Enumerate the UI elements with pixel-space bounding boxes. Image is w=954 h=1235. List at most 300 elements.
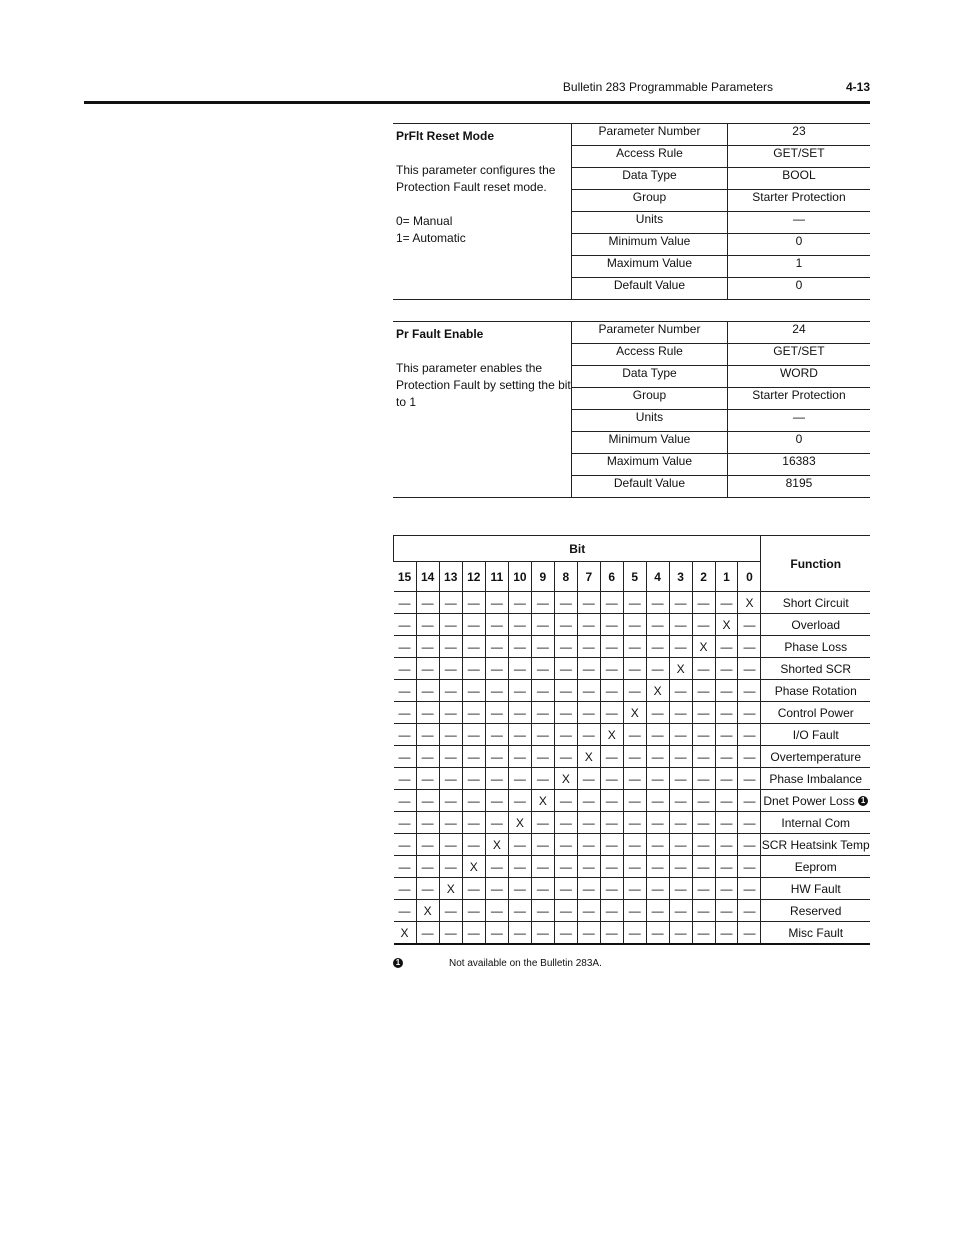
bit-cell: —	[485, 592, 508, 614]
bit-cell: —	[485, 900, 508, 922]
bit-number: 11	[485, 562, 508, 592]
bit-cell: —	[508, 768, 531, 790]
bit-cell: —	[600, 746, 623, 768]
bit-cell: —	[485, 812, 508, 834]
bit-cell: —	[554, 856, 577, 878]
bit-cell: —	[439, 746, 462, 768]
bit-cell: X	[485, 834, 508, 856]
param-attr-value: —	[727, 410, 870, 432]
param-block-pr-fault-enable	[393, 321, 870, 498]
bit-cell: —	[738, 636, 761, 658]
param-values: 0= Manual 1= Automatic	[396, 214, 466, 245]
function-label: Phase Rotation	[774, 683, 857, 698]
bit-cell: —	[646, 636, 669, 658]
bit-row	[394, 592, 871, 614]
bit-cell: —	[554, 724, 577, 746]
bit-cell: X	[669, 658, 692, 680]
bit-cell: —	[577, 768, 600, 790]
footnote-ref: 1	[858, 796, 868, 806]
bit-cell: —	[715, 658, 738, 680]
bit-cell: —	[462, 658, 485, 680]
bit-cell: —	[554, 878, 577, 900]
bit-cell: —	[531, 592, 554, 614]
bit-cell: —	[554, 614, 577, 636]
bit-cell: —	[394, 768, 417, 790]
param-attr-value: 0	[727, 432, 870, 454]
bit-cell: —	[416, 768, 439, 790]
bit-cell: —	[692, 790, 715, 812]
function-cell	[761, 614, 870, 636]
bit-cell: —	[669, 790, 692, 812]
bit-cell: X	[715, 614, 738, 636]
bit-cell: —	[531, 922, 554, 945]
bit-cell: —	[600, 878, 623, 900]
page-number: 4-13	[845, 80, 870, 94]
bit-cell: —	[692, 834, 715, 856]
bit-cell: —	[715, 746, 738, 768]
bit-cell: —	[416, 922, 439, 945]
bit-cell: —	[531, 680, 554, 702]
bit-cell: —	[394, 702, 417, 724]
function-label: Phase Loss	[784, 639, 848, 654]
bit-cell: X	[623, 702, 646, 724]
param-attr-label: Maximum Value	[572, 256, 728, 278]
param-row	[572, 234, 871, 256]
bit-number: 7	[577, 562, 600, 592]
bit-cell: —	[531, 636, 554, 658]
param-attributes-table	[571, 124, 870, 299]
function-cell	[761, 636, 870, 658]
function-label: Misc Fault	[788, 925, 844, 940]
param-attr-label: Parameter Number	[572, 322, 728, 344]
bit-cell: —	[439, 592, 462, 614]
bit-cell: —	[646, 768, 669, 790]
function-label: Phase Imbalance	[769, 771, 863, 786]
bit-cell: —	[715, 724, 738, 746]
bit-cell: —	[577, 834, 600, 856]
bit-cell: —	[669, 878, 692, 900]
bit-cell: —	[508, 856, 531, 878]
bit-cell: —	[715, 812, 738, 834]
bit-cell: —	[554, 834, 577, 856]
param-attr-label: Group	[572, 388, 728, 410]
bit-cell: —	[439, 658, 462, 680]
param-attr-label: Units	[572, 212, 728, 234]
param-row	[572, 410, 871, 432]
bit-cell: —	[508, 878, 531, 900]
footnote-marker	[393, 958, 403, 969]
bit-cell: —	[600, 856, 623, 878]
bit-cell: —	[600, 922, 623, 945]
bit-cell: —	[416, 812, 439, 834]
bit-cell: —	[508, 900, 531, 922]
bit-cell: —	[669, 724, 692, 746]
bit-cell: X	[508, 812, 531, 834]
bit-cell: —	[531, 746, 554, 768]
bit-cell: X	[554, 768, 577, 790]
param-description	[393, 124, 576, 251]
bit-cell: —	[531, 900, 554, 922]
bit-cell: —	[462, 900, 485, 922]
param-attr-value: 8195	[727, 476, 870, 498]
bit-cell: —	[669, 746, 692, 768]
param-attr-label: Minimum Value	[572, 432, 728, 454]
bit-cell: —	[623, 680, 646, 702]
bit-cell: —	[439, 724, 462, 746]
bit-cell: —	[692, 702, 715, 724]
bit-row	[394, 812, 871, 834]
footnote-text: Not available on the Bulletin 283A.	[449, 958, 602, 969]
running-title: Bulletin 283 Programmable Parameters	[562, 80, 773, 94]
bit-cell: —	[554, 922, 577, 945]
bit-cell: —	[646, 900, 669, 922]
param-row	[572, 454, 871, 476]
bit-number: 15	[394, 562, 417, 592]
bit-cell: —	[600, 834, 623, 856]
bit-cell: —	[646, 812, 669, 834]
bit-cell: —	[554, 702, 577, 724]
bit-cell: X	[646, 680, 669, 702]
bit-cell: —	[600, 680, 623, 702]
bit-cell: —	[485, 702, 508, 724]
function-label: Short Circuit	[782, 595, 849, 610]
param-attr-label: Group	[572, 190, 728, 212]
bit-cell: —	[508, 658, 531, 680]
bit-cell: —	[669, 768, 692, 790]
bit-cell: —	[600, 592, 623, 614]
bit-cell: —	[531, 856, 554, 878]
bit-cell: —	[462, 636, 485, 658]
bit-cell: —	[692, 922, 715, 945]
bit-cell: —	[485, 746, 508, 768]
param-attr-value: GET/SET	[727, 344, 870, 366]
bit-cell: —	[646, 724, 669, 746]
bit-cell: —	[600, 768, 623, 790]
bit-cell: —	[508, 922, 531, 945]
function-header: Function	[761, 536, 870, 592]
bit-cell: —	[394, 812, 417, 834]
param-attr-value: Starter Protection	[727, 388, 870, 410]
param-attr-label: Data Type	[572, 168, 728, 190]
bit-row	[394, 724, 871, 746]
param-attr-value: WORD	[727, 366, 870, 388]
param-attr-label: Access Rule	[572, 146, 728, 168]
bit-cell: —	[485, 658, 508, 680]
param-attr-label: Default Value	[572, 278, 728, 300]
bit-cell: —	[416, 834, 439, 856]
bit-cell: —	[394, 592, 417, 614]
bit-cell: —	[738, 922, 761, 945]
bit-cell: —	[715, 680, 738, 702]
bit-cell: —	[394, 724, 417, 746]
param-attr-value: 0	[727, 234, 870, 256]
bit-cell: —	[715, 856, 738, 878]
bit-row	[394, 834, 871, 856]
bit-cell: —	[692, 724, 715, 746]
bit-cell: —	[738, 856, 761, 878]
bit-cell: —	[416, 592, 439, 614]
param-row	[572, 168, 871, 190]
bit-row	[394, 746, 871, 768]
bit-number: 12	[462, 562, 485, 592]
bit-cell: —	[715, 702, 738, 724]
bit-cell: —	[623, 592, 646, 614]
function-label: Eeprom	[794, 859, 837, 874]
bit-cell: —	[669, 614, 692, 636]
bit-cell: —	[508, 746, 531, 768]
bit-number: 9	[531, 562, 554, 592]
bit-row	[394, 680, 871, 702]
bit-cell: —	[485, 636, 508, 658]
param-text: This parameter enables the Protection Fault by setting the bit to 1	[396, 361, 571, 409]
bit-cell: —	[715, 834, 738, 856]
bit-cell: —	[715, 592, 738, 614]
bit-cell: —	[394, 614, 417, 636]
param-row	[572, 278, 871, 300]
bit-cell: —	[416, 746, 439, 768]
bit-cell: —	[692, 746, 715, 768]
bit-cell: —	[669, 636, 692, 658]
bit-row	[394, 900, 871, 922]
bit-cell: —	[394, 834, 417, 856]
bit-cell: —	[508, 790, 531, 812]
bit-cell: —	[554, 900, 577, 922]
bit-cell: —	[623, 746, 646, 768]
bit-number: 13	[439, 562, 462, 592]
param-row	[572, 476, 871, 498]
bit-cell: —	[623, 768, 646, 790]
bit-cell: —	[554, 636, 577, 658]
bit-number: 5	[623, 562, 646, 592]
bit-cell: —	[485, 922, 508, 945]
bit-number: 14	[416, 562, 439, 592]
bit-cell: —	[623, 724, 646, 746]
bit-cell: —	[531, 614, 554, 636]
bit-cell: —	[600, 636, 623, 658]
bit-cell: X	[462, 856, 485, 878]
bit-row	[394, 856, 871, 878]
bit-cell: —	[623, 658, 646, 680]
param-attr-label: Minimum Value	[572, 234, 728, 256]
bit-cell: —	[715, 636, 738, 658]
param-attributes-table	[571, 322, 870, 497]
function-label: Overload	[791, 617, 841, 632]
bit-cell: —	[738, 790, 761, 812]
function-label: HW Fault	[790, 881, 841, 896]
bit-cell: —	[394, 790, 417, 812]
function-label: Overtemperature	[770, 749, 862, 764]
bit-cell: —	[577, 878, 600, 900]
param-attr-value: —	[727, 212, 870, 234]
bit-row	[394, 614, 871, 636]
bit-cell: —	[715, 790, 738, 812]
bit-cell: —	[439, 900, 462, 922]
param-row	[572, 344, 871, 366]
function-cell	[761, 834, 870, 856]
bit-cell: —	[439, 702, 462, 724]
bit-cell: —	[669, 592, 692, 614]
function-cell	[761, 856, 870, 878]
param-attr-value: 0	[727, 278, 870, 300]
bit-cell: —	[738, 702, 761, 724]
bit-cell: —	[600, 790, 623, 812]
param-description	[393, 322, 576, 415]
bit-cell: —	[554, 592, 577, 614]
bit-cell: —	[646, 878, 669, 900]
bit-cell: —	[623, 636, 646, 658]
function-label: Dnet Power Loss	[763, 793, 855, 808]
bit-cell: —	[577, 812, 600, 834]
bit-cell: —	[462, 614, 485, 636]
bit-cell: X	[531, 790, 554, 812]
bit-number: 6	[600, 562, 623, 592]
param-attr-label: Access Rule	[572, 344, 728, 366]
bit-cell: —	[623, 812, 646, 834]
function-cell	[761, 900, 870, 922]
bit-cell: —	[439, 636, 462, 658]
param-attr-label: Units	[572, 410, 728, 432]
bit-cell: —	[394, 856, 417, 878]
bit-cell: —	[738, 658, 761, 680]
bit-cell: —	[692, 812, 715, 834]
bit-cell: —	[394, 746, 417, 768]
bit-number: 3	[669, 562, 692, 592]
bit-cell: —	[577, 922, 600, 945]
bit-cell: —	[738, 614, 761, 636]
bit-cell: —	[485, 878, 508, 900]
param-row	[572, 212, 871, 234]
bit-cell: —	[646, 702, 669, 724]
bit-cell: —	[623, 856, 646, 878]
bit-cell: —	[577, 636, 600, 658]
bit-cell: —	[485, 680, 508, 702]
bit-cell: —	[394, 636, 417, 658]
bit-cell: —	[416, 658, 439, 680]
bit-cell: —	[485, 768, 508, 790]
bit-cell: X	[692, 636, 715, 658]
bit-cell: —	[462, 790, 485, 812]
bit-number: 0	[738, 562, 761, 592]
bit-cell: —	[416, 724, 439, 746]
bit-cell: —	[600, 812, 623, 834]
bit-number: 2	[692, 562, 715, 592]
param-attr-value: 16383	[727, 454, 870, 476]
bit-cell: —	[439, 834, 462, 856]
bit-cell: —	[577, 856, 600, 878]
bit-cell: —	[715, 768, 738, 790]
bit-cell: —	[692, 592, 715, 614]
bit-cell: —	[669, 922, 692, 945]
bit-cell: —	[462, 922, 485, 945]
bit-cell: —	[577, 724, 600, 746]
bit-cell: —	[462, 878, 485, 900]
bit-cell: —	[600, 702, 623, 724]
bit-cell: —	[554, 790, 577, 812]
param-row	[572, 146, 871, 168]
bit-cell: —	[462, 724, 485, 746]
bit-cell: —	[623, 834, 646, 856]
bit-cell: —	[416, 878, 439, 900]
bit-row	[394, 702, 871, 724]
bit-row	[394, 878, 871, 900]
bit-cell: —	[508, 702, 531, 724]
bit-cell: —	[646, 834, 669, 856]
bit-cell: —	[692, 768, 715, 790]
bit-cell: —	[508, 614, 531, 636]
bit-cell: —	[600, 900, 623, 922]
bit-cell: —	[577, 614, 600, 636]
param-attr-value: 23	[727, 124, 870, 146]
bit-cell: —	[462, 768, 485, 790]
bit-cell: —	[715, 900, 738, 922]
bit-cell: —	[531, 768, 554, 790]
function-label: Internal Com	[781, 815, 851, 830]
bit-cell: —	[692, 680, 715, 702]
param-title: PrFlt Reset Mode	[396, 129, 495, 143]
bit-cell: —	[508, 636, 531, 658]
param-row	[572, 432, 871, 454]
bit-cell: —	[508, 834, 531, 856]
bit-cell: —	[738, 834, 761, 856]
function-cell	[761, 878, 870, 900]
bit-cell: —	[394, 878, 417, 900]
bit-cell: —	[646, 922, 669, 945]
bit-cell: —	[462, 812, 485, 834]
bit-cell: —	[485, 614, 508, 636]
param-block-prflt-reset-mode	[393, 123, 870, 300]
bit-cell: —	[669, 834, 692, 856]
bit-cell: —	[692, 658, 715, 680]
bit-cell: —	[577, 592, 600, 614]
bit-cell: —	[738, 900, 761, 922]
function-cell	[761, 702, 870, 724]
param-attr-label: Parameter Number	[572, 124, 728, 146]
bit-cell: —	[508, 680, 531, 702]
bit-cell: —	[554, 812, 577, 834]
bit-cell: —	[485, 724, 508, 746]
function-cell	[761, 922, 870, 945]
bit-number: 10	[508, 562, 531, 592]
function-cell	[761, 746, 870, 768]
bit-cell: —	[646, 746, 669, 768]
bit-row	[394, 658, 871, 680]
param-row	[572, 322, 871, 344]
bit-row	[394, 636, 871, 658]
bit-cell: X	[600, 724, 623, 746]
bit-row	[394, 922, 871, 945]
bit-cell: —	[531, 658, 554, 680]
bit-cell: —	[416, 614, 439, 636]
bit-cell: —	[577, 900, 600, 922]
bit-number: 1	[715, 562, 738, 592]
bit-number: 8	[554, 562, 577, 592]
bit-cell: —	[416, 790, 439, 812]
bit-cell: —	[715, 878, 738, 900]
bit-cell: —	[646, 614, 669, 636]
bit-cell: —	[738, 746, 761, 768]
bit-cell: —	[439, 768, 462, 790]
bit-cell: —	[531, 702, 554, 724]
bit-cell: —	[577, 702, 600, 724]
bit-cell: —	[692, 614, 715, 636]
bit-cell: —	[623, 900, 646, 922]
bit-cell: —	[715, 922, 738, 945]
bit-cell: —	[485, 856, 508, 878]
bit-cell: —	[531, 812, 554, 834]
function-label: Shorted SCR	[780, 661, 852, 676]
param-attr-label: Default Value	[572, 476, 728, 498]
bit-cell: —	[416, 636, 439, 658]
